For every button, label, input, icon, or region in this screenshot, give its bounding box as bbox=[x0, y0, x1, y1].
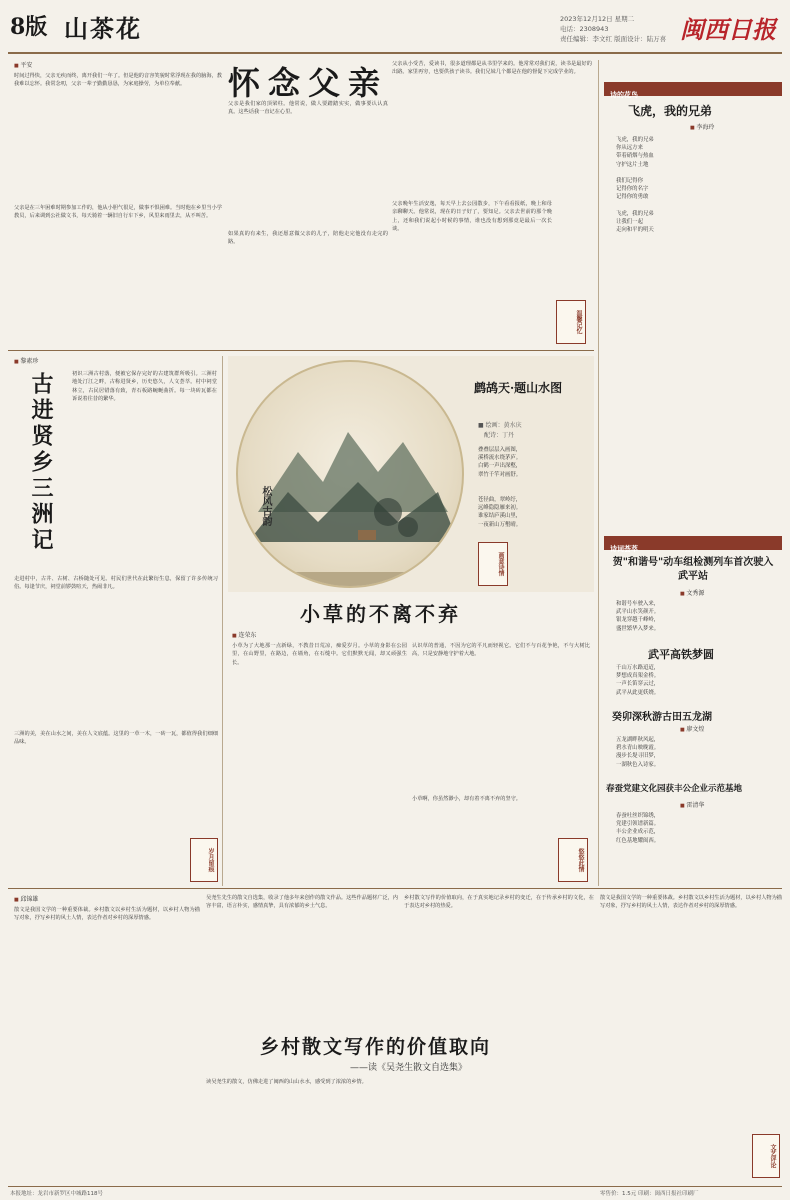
poem4-body: 五龙湖畔秋风起， 碧水青山映晚霞。 漫步长堤寻旧梦， 一湖秋色入诗家。 bbox=[616, 737, 660, 768]
article-village-body-2: 走进村中，古井、古树、古桥随处可见。村民们世代在此繁衍生息，保留了许多传统习俗。每逢节庆，祠堂前锣鼓喧天，热闹非凡。 bbox=[14, 576, 218, 591]
article-father-tag: 温馨记忆 bbox=[556, 300, 586, 344]
article-essay-body-3: 乡村散文写作的价值取向，在于真实地记录乡村的变迁，在于传承乡村的文化，在于表达对乡村的热爱。 bbox=[404, 895, 594, 910]
article-essay-body-4: 读吴尧生的散文，仿佛走进了闽西的山山水水，感受到了浓浓的乡情。 bbox=[206, 1079, 367, 1085]
section-title: 山茶花 bbox=[64, 14, 142, 43]
painting-tag: 画意诗情 bbox=[478, 542, 508, 586]
footer-rule bbox=[8, 1186, 782, 1187]
poem1-author: ■ 李海玲 bbox=[690, 122, 714, 131]
poems-header-2 bbox=[604, 536, 782, 553]
article-grass-tag: 悠悠此情 bbox=[558, 838, 588, 882]
article-essay-tag: 文艺评论 bbox=[752, 1134, 780, 1178]
article-village-body-1: 初识三洲古村落，便被它保存完好的古建筑群所吸引。三洲村地处汀江之畔，古称进贤乡，历史悠久，人文荟萃。村中祠堂林立，古民居错落有致，青石板路蜿蜒曲折。每一块砖瓦都在诉说着往昔的繁华。 bbox=[72, 371, 217, 403]
mountain-landscape bbox=[238, 362, 464, 588]
article-village-tag: 岁月留痕 bbox=[190, 838, 218, 882]
article-essay-subtitle: ——读《吴尧生散文自选集》 bbox=[350, 1063, 468, 1073]
painting-title: 鹧鸪天·题山水图 bbox=[474, 381, 563, 395]
poem5-author: ■ 雷清华 bbox=[680, 800, 704, 809]
painting-calligraphy: 松风古韵 bbox=[260, 486, 271, 526]
phone-line: 电话：2308943 bbox=[560, 25, 609, 33]
painting-poet: 配诗：丁丹 bbox=[484, 432, 515, 439]
painting-area bbox=[228, 356, 594, 592]
poem5-body: 春蚕吐丝织锦绣， 党建引领谱新篇。 丰公企业成示范， 红色基地耀闽西。 bbox=[616, 813, 660, 844]
article-village-title: 古进贤乡三洲记 bbox=[28, 372, 54, 554]
article-essay-body-1: 散文是我国文学的一种重要体裁。乡村散文以乡村生活为题材，以乡村人物为描写对象，抒写乡村的风土人情，表达作者对乡村的深厚情感。 bbox=[14, 907, 200, 922]
article-grass-body-1: 小草为了大地那一点新绿，不教昔日荒凉，痴爱岁月。小草的身影在公园里，在山野里，在路边，在墙角，在石缝中。它们默默无闻，却又顽强生长。 bbox=[232, 643, 407, 666]
date-line: 2023年12月12日 星期二 bbox=[560, 15, 635, 23]
article-grass-title: 小草的不离不弃 bbox=[300, 602, 461, 626]
article-father-body-2: 父亲是在三年困难时期参加工作的，他从小胆气很足，做事不惧困难。当时他在乡里当小学教员，后来调到公社做文书，每天骑着一辆旧自行车下乡，风里来雨里去，从不叫苦。 bbox=[14, 205, 222, 220]
painting-circle bbox=[236, 360, 464, 588]
poem2-body: 和谐号车驶入来， 武平山水笑颜开。 银龙穿越千峰岭， 盛世繁华入梦来。 bbox=[616, 601, 660, 632]
edition-number: 8版 bbox=[10, 14, 48, 40]
article-grass-author: ■ 连荣东 bbox=[232, 630, 256, 639]
article-father-right-col: 父亲从小受苦，爱读书，很多道理都是从书里学来的。他常常对我们说，读书是最好的出路。家里再穷，也要供孩子读书。我们兄妹几个都是在他的督促下完成学业的。 bbox=[392, 61, 592, 76]
painting-author: ■ 绘画：黄水庆 bbox=[478, 422, 522, 429]
footer-left: 本报地址：龙岩市新罗区中城路118号 bbox=[10, 1191, 103, 1197]
poem4-author: ■ 廖文煌 bbox=[680, 724, 704, 733]
footer-right: 零售价：1.5元 印刷：闽西日报社印刷厂 bbox=[600, 1191, 699, 1197]
poem5-title: 春蚕党建文化园获丰公企业示范基地 bbox=[606, 784, 743, 794]
poem3-body: 千山万水路迢迢， 梦想成真架金桥。 一声长笛穿云过， 武平从此更妖娆。 bbox=[616, 665, 660, 696]
masthead bbox=[0, 0, 790, 50]
poem1-title: 飞虎，我的兄弟 bbox=[628, 104, 713, 118]
article-village-author: ■ 黎素珍 bbox=[14, 356, 38, 365]
article-father-body-1: 时间过得快，父亲无疾而终，离开我们一年了。但是他的音容笑貌时常浮现在我的脑海，教我难以忘怀。我常念叨，父亲一辈子勤勤恳恳，为家庭操劳，为单位奉献。 bbox=[14, 73, 222, 88]
article-father-author: ■ 平安 bbox=[14, 60, 32, 69]
painting-poem-2: 苍径曲，翠岭纡， 远峰隐隐雁来初。 谁家结庐溪山里， 一夜新山万壑晴。 bbox=[478, 497, 522, 528]
divider-under-father bbox=[8, 350, 594, 351]
masthead-rule bbox=[8, 52, 782, 54]
poem2-author: ■ 文秀源 bbox=[680, 588, 704, 597]
poem4-title: 癸卯深秋游古田五龙湖 bbox=[612, 712, 712, 723]
poems-header-2-text: 诗词荟萃 bbox=[610, 545, 638, 553]
editor-line: 责任编辑：李文红 版面设计：陆万喜 bbox=[560, 35, 667, 43]
poem3-title: 武平高铁梦圆 bbox=[648, 648, 714, 661]
article-essay-title: 乡村散文写作的价值取向 bbox=[260, 1036, 492, 1058]
article-grass-body-3: 小草啊，你虽然渺小，却有着不离不弃的坚守。 bbox=[412, 796, 521, 802]
article-father-body-3: 父亲是我们家的顶梁柱。他常说，做人要踏踏实实，做事要认认真真。这些话我一直记在心里。 bbox=[228, 101, 388, 116]
divider-lower bbox=[8, 888, 782, 889]
article-father-far-right: 父亲晚年生活安逸，每天早上去公园散步，下午看看报纸，晚上和母亲聊聊天。他常说，现在的日子好了，要知足。父亲去世前的那个晚上，还和我们说起小时候的事情，谁也没有想到那竟是最后一次长谈。 bbox=[392, 201, 552, 233]
poems-header-1-text: 诗的花鸟 bbox=[610, 91, 638, 99]
article-essay-right: 散文是我国文学的一种重要体裁。乡村散文以乡村生活为题材，以乡村人物为描写对象，抒写乡村的风土人情，表达作者对乡村的深厚情感。 bbox=[600, 895, 782, 910]
divider-sidebar bbox=[598, 60, 599, 886]
poem2-title: 贺"和谐号"动车组检测列车首次驶入武平站 bbox=[612, 557, 774, 582]
newspaper-logo: 闽西日报 bbox=[680, 15, 776, 44]
painting-poem-1: 叠叠层层入画图， 溪桥流水绕茅庐。 白鹤一声出深壑， 翠竹千竿对画舒。 bbox=[478, 447, 522, 478]
article-father-body-4: 如果真的有来生，我还愿意做父亲的儿子，陪他走完他没有走完的路。 bbox=[228, 231, 388, 246]
divider-village bbox=[222, 356, 223, 886]
article-grass-body-2: 认识草的普通，不因为它的平凡而轻视它。它们不与百花争艳，不与大树比高，只是安静地守护着大地。 bbox=[412, 643, 590, 658]
poems-header-1 bbox=[604, 82, 782, 99]
article-father-title: 怀念父亲 bbox=[228, 64, 389, 102]
poem1-body: 飞虎，我的兄弟 你从远方来 带着硝烟与热血 守护这片土地 我们记得你 记得你的名字 记得你的勇敢 飞虎，我的兄弟 让我们一起 走向和平的明天 bbox=[616, 137, 654, 234]
article-essay-author: ■ 邱锦雄 bbox=[14, 894, 38, 903]
article-village-body-3: 三洲的美，美在山水之间，美在人文底蕴。这里的一草一木，一砖一瓦，都值得我们细细品味。 bbox=[14, 731, 218, 746]
article-essay-body-2: 吴尧生先生的散文自选集，收录了他多年来创作的散文作品。这些作品题材广泛，内容丰富，语言朴实，感情真挚，具有浓郁的乡土气息。 bbox=[206, 895, 398, 910]
